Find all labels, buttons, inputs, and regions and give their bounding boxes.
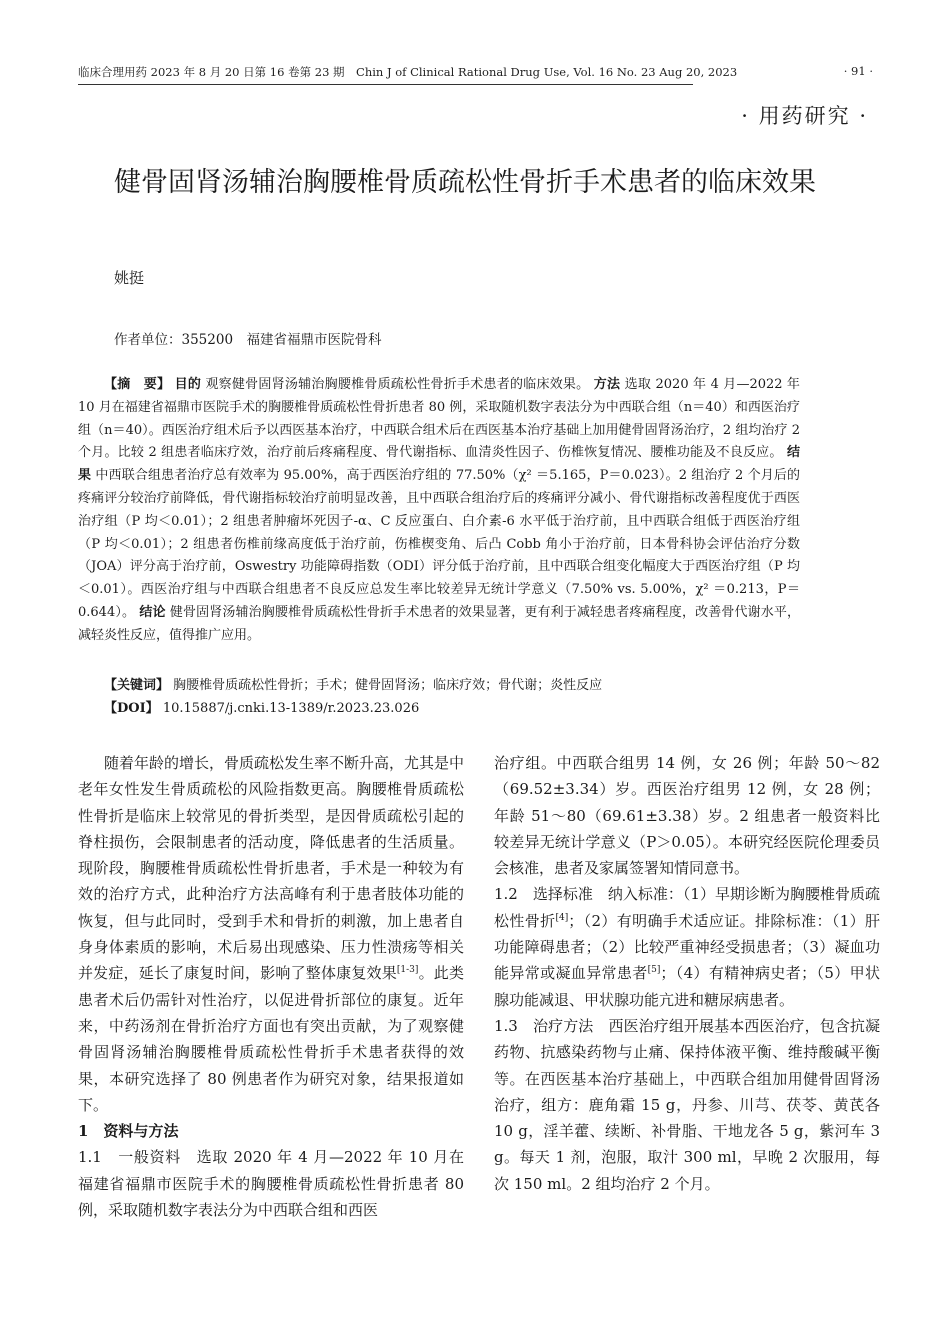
doi-label: 【DOI】	[104, 701, 159, 716]
body-column-left	[78, 750, 464, 1223]
intro-paragraph: 随着年龄的增长，骨质疏松发生率不断升高，尤其是中老年女性发生骨质疏松的风险指数更高。胸腰椎骨质疏松性骨折是临床上较常见的骨折类型，是因骨质疏松引起的脊柱损伤，会限制患者的活动度，降低患者的生活质量。现阶段，胸腰椎骨质疏松性骨折患者，手术是一种较为有效的治疗方式，此种治疗方法高峰有利于患者肢体功能的恢复，但与此同时，受到手术和骨折的刺激，加上患者自身身体素质的影响，术后易出现感染、压力性溃疡等相关并发症，延长了康复时间，影响了整体康复效果[1-3]。此类患者术后仍需针对性治疗，以促进骨折部位的康复。近年来，中药汤剂在骨折治疗方面也有突出贡献，为了观察健骨固肾汤辅治胸腰椎骨质疏松性骨折手术患者获得的效果，本研究选择了 80 例患者作为研究对象，结果报道如下。	[78, 754, 465, 1114]
abstract-label: 【摘 要】	[104, 377, 171, 392]
conclusion-text: 健骨固肾汤辅治胸腰椎骨质疏松性骨折手术患者的效果显著，更有利于减轻患者疼痛程度，改善骨代谢水平，减轻炎性反应，值得推广应用。	[78, 604, 800, 643]
treatment-method-paragraph: 1.3 治疗方法 西医治疗组开展基本西医治疗，包含抗凝药物、抗感染药物与止痛、保持体液平衡、维持酸碱平衡等。在西医基本治疗基础上，中西联合组加用健骨固肾汤治疗，组方：鹿角霜 15 g，丹参、川芎、茯苓、黄芪各 10 g，淫羊藿、续断、补骨脂、干地龙各 5 g，紫河车 3 g。每天 1 剂，泡服，取汁 300 ml，早晚 2 次服用，每次 150 ml。2 组均治疗 2 个月。	[494, 1016, 880, 1193]
citation-1-3[interactable]: [1-3]	[396, 965, 419, 976]
author-name: 姚挺	[114, 269, 145, 287]
section-heading-methods: 1 资料与方法	[78, 1122, 179, 1141]
result-label: 结果	[78, 445, 800, 484]
selection-criteria-paragraph: 1.2 选择标准 纳入标准：（1）早期诊断为胸腰椎骨质疏松性骨折[4]；（2）有明确手术适应证。排除标准：（1）肝功能障碍患者；（2）比较严重神经受损患者；（3）凝血功能异常或凝血异常患者[5]；（4）有精神病史者；（5）甲状腺功能减退、甲状腺功能亢进和糖尿病患者。	[494, 885, 880, 1009]
general-info-continued: 治疗组。中西联合组男 14 例，女 26 例；年龄 50～82（69.52±3.34）岁。西医治疗组男 12 例，女 28 例；年龄 51～80（69.61±3.38）岁。2 组患者一般资料比较差异无统计学意义（P＞0.05）。本研究经医院伦理委员会核准，患者及家属签署知情同意书。	[494, 754, 880, 878]
section-tag: · 用药研究 ·	[741, 104, 868, 128]
general-info-paragraph: 1.1 一般资料 选取 2020 年 4 月—2022 年 10 月在福建省福鼎市医院手术的胸腰椎骨质疏松性骨折患者 80 例，采取随机数字表法分为中西联合组和西医	[78, 1148, 464, 1220]
keywords-text: 胸腰椎骨质疏松性骨折；手术；健骨固肾汤；临床疗效；骨代谢；炎性反应	[173, 678, 603, 693]
citation-4[interactable]: [4]	[555, 912, 569, 923]
result-text: 中西联合组患者治疗总有效率为 95.00%，高于西医治疗组的 77.50%（χ² ＝5.165，P＝0.023）。2 组治疗 2 个月后的疼痛评分较治疗前降低，骨代谢指标较治疗前明显改善，且中西联合组治疗后的疼痛评分减小、骨代谢指标改善程度优于西医治疗组（P 均＜0.01）；2 组患者肿瘤坏死因子-α、C 反应蛋白、白介素-6 水平低于治疗前，且中西联合组低于西医治疗组（P 均＜0.01）；2 组患者伤椎前缘高度低于治疗前，伤椎楔变角、后凸 Cobb 角小于治疗前，日本骨科协会评估治疗分数（JOA）评分高于治疗前，Oswestry 功能障碍指数（ODI）评分低于治疗前，且中西联合组变化幅度大于西医治疗组（P 均＜0.01）。西医治疗组与中西联合组患者不良反应总发生率比较差异无统计学意义（7.50% vs. 5.00%，χ² ＝0.213，P＝0.644）。	[78, 468, 800, 620]
header-rule	[78, 84, 693, 85]
keywords-label: 【关键词】	[104, 678, 170, 693]
doi	[104, 697, 419, 716]
author-affiliation: 作者单位：355200 福建省福鼎市医院骨科	[114, 332, 382, 348]
method-label: 方法	[593, 377, 621, 392]
body-column-right	[494, 750, 880, 1197]
abstract	[78, 374, 800, 648]
citation-5[interactable]: [5]	[647, 965, 661, 976]
running-header	[78, 64, 873, 84]
journal-info: 临床合理用药 2023 年 8 月 20 日第 16 卷第 23 期 Chin J of Clinical Rational Drug Use, Vol. 16 No. 23 Aug 20, 2023	[78, 65, 738, 79]
keywords	[104, 674, 602, 693]
objective-text: 观察健骨固肾汤辅治胸腰椎骨质疏松性骨折手术患者的临床效果。	[205, 377, 590, 392]
method-text: 选取 2020 年 4 月—2022 年 10 月在福建省福鼎市医院手术的胸腰椎骨质疏松性骨折患者 80 例，采取随机数字表法分为中西联合组（n＝40）和西医治疗组（n＝40）。西医治疗组术后予以西医基本治疗，中西联合组术后在西医基本治疗基础上加用健骨固肾汤治疗，2 组均治疗 2 个月。比较 2 组患者临床疗效，治疗前后疼痛程度、骨代谢指标、血清炎性因子、伤椎恢复情况、腰椎功能及不良反应。	[78, 377, 800, 461]
page-number: · 91 ·	[843, 64, 873, 78]
objective-label: 目的	[174, 377, 202, 392]
doi-link[interactable]: 10.15887/j.cnki.13-1389/r.2023.23.026	[162, 701, 420, 716]
conclusion-label: 结论	[139, 604, 166, 620]
article-title: 健骨固肾汤辅治胸腰椎骨质疏松性骨折手术患者的临床效果	[114, 167, 816, 198]
